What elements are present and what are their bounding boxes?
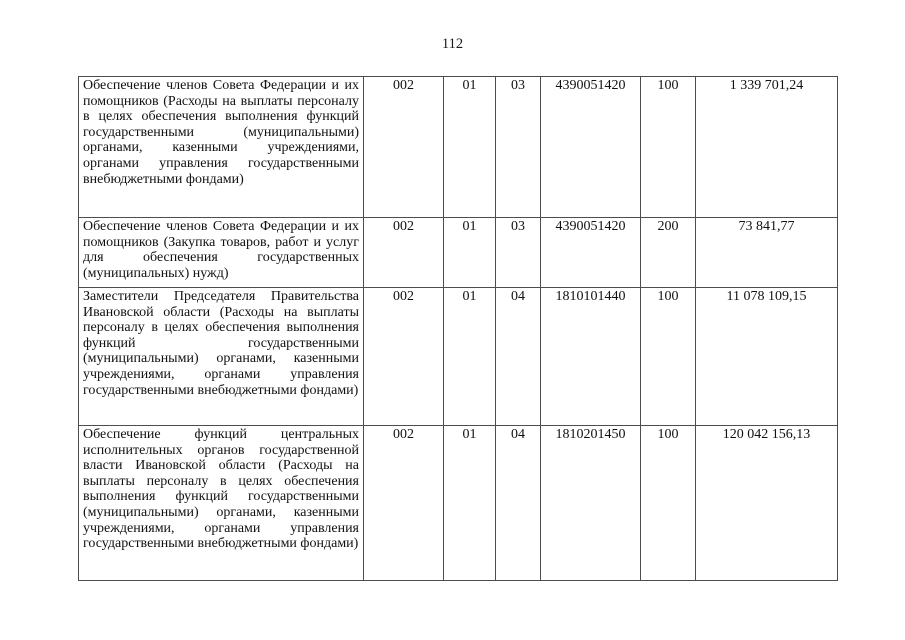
cell-section: 01 (444, 288, 496, 426)
cell-title: Обеспечение функций центральных исполнительных органов государственной власти Ивановской области (Расходы на выплаты персоналу в целях обеспечения выполнения функций государственными (муниципальными) органами, казенными учреждениями, органами управления государственными внебюджетными фондами) (79, 426, 364, 581)
cell-grbs-code: 002 (364, 426, 444, 581)
cell-section: 01 (444, 426, 496, 581)
cell-title: Обеспечение членов Совета Федерации и их помощников (Расходы на выплаты персоналу в целях обеспечения выполнения функций государственными (муниципальными) органами, казенными учреждениями, органами управления государственными внебюджетными фондами) (79, 77, 364, 218)
cell-subsection: 04 (496, 288, 541, 426)
cell-target-article: 4390051420 (541, 218, 641, 288)
cell-title: Обеспечение членов Совета Федерации и их помощников (Закупка товаров, работ и услуг для обеспечения государственных (муниципальных) нужд) (79, 218, 364, 288)
table-row (79, 218, 838, 288)
cell-expense-type: 100 (641, 288, 696, 426)
cell-subsection: 03 (496, 218, 541, 288)
cell-amount: 11 078 109,15 (696, 288, 838, 426)
cell-expense-type: 100 (641, 77, 696, 218)
cell-expense-type: 100 (641, 426, 696, 581)
cell-title: Заместители Председателя Правительства Ивановской области (Расходы на выплаты персоналу в целях обеспечения выполнения функций государственными (муниципальными) органами, казенными учреждениями, органами управления государственными внебюджетными фондами) (79, 288, 364, 426)
table-row (79, 288, 838, 426)
cell-grbs-code: 002 (364, 288, 444, 426)
cell-amount: 120 042 156,13 (696, 426, 838, 581)
cell-amount: 73 841,77 (696, 218, 838, 288)
page-number: 112 (441, 36, 464, 52)
cell-subsection: 03 (496, 77, 541, 218)
cell-target-article: 1810201450 (541, 426, 641, 581)
cell-target-article: 1810101440 (541, 288, 641, 426)
cell-section: 01 (444, 218, 496, 288)
budget-table (78, 76, 838, 581)
cell-target-article: 4390051420 (541, 77, 641, 218)
cell-grbs-code: 002 (364, 77, 444, 218)
cell-expense-type: 200 (641, 218, 696, 288)
cell-amount: 1 339 701,24 (696, 77, 838, 218)
cell-subsection: 04 (496, 426, 541, 581)
cell-section: 01 (444, 77, 496, 218)
table-row (79, 77, 838, 218)
table-row (79, 426, 838, 581)
cell-grbs-code: 002 (364, 218, 444, 288)
